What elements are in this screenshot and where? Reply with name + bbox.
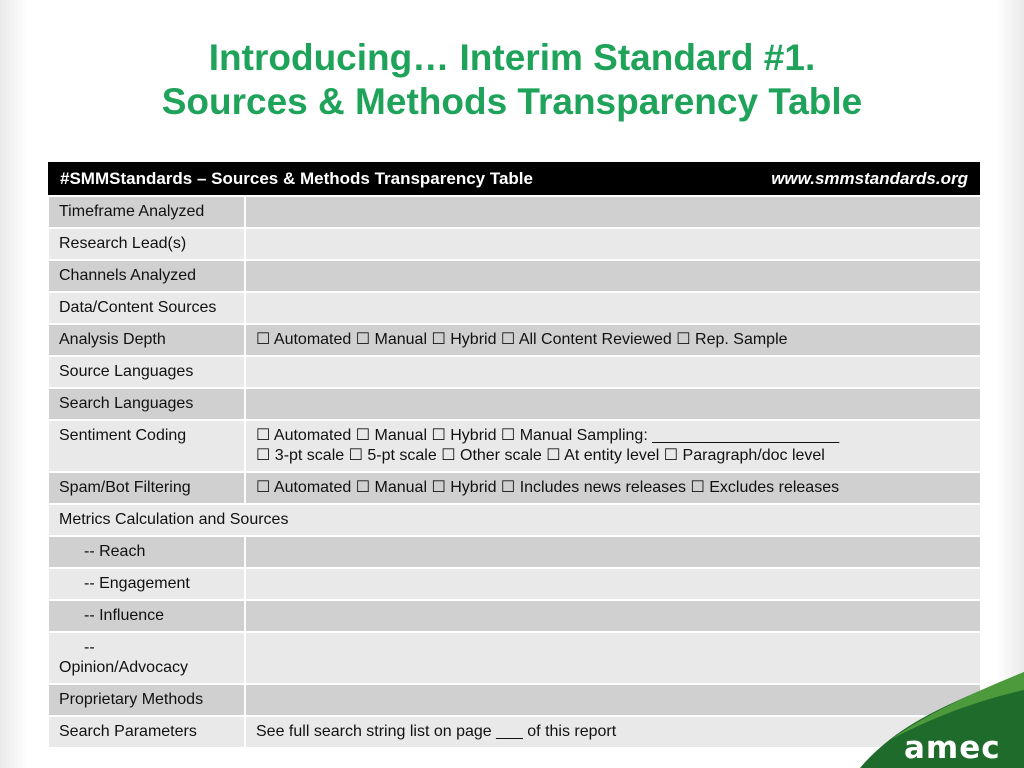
title-line-2: Sources & Methods Transparency Table <box>161 81 863 122</box>
row-label: Search Languages <box>48 388 245 420</box>
row-label: Research Lead(s) <box>48 228 245 260</box>
row-label: Analysis Depth <box>48 324 245 356</box>
row-label: -- Influence <box>48 600 245 632</box>
row-label: -- Engagement <box>48 568 245 600</box>
row-label: Sentiment Coding <box>48 420 245 472</box>
analysis-depth-options[interactable]: ☐ Automated ☐ Manual ☐ Hybrid ☐ All Content Reviewed ☐ Rep. Sample <box>256 331 788 348</box>
row-label: Source Languages <box>48 356 245 388</box>
row-label: Proprietary Methods <box>48 684 245 716</box>
spam-filtering-options[interactable]: ☐ Automated ☐ Manual ☐ Hybrid ☐ Includes news releases ☐ Excludes releases <box>256 479 840 496</box>
table-header-title: #SMMStandards – Sources & Methods Transparency Table <box>60 168 533 188</box>
title-line-1: Introducing… Interim Standard #1. <box>208 37 816 78</box>
row-label: Spam/Bot Filtering <box>48 472 245 504</box>
row-label: Search Parameters <box>48 716 245 747</box>
sentiment-coding-options-1[interactable]: ☐ Automated ☐ Manual ☐ Hybrid ☐ Manual Sampling: _____________________ <box>256 427 840 444</box>
search-parameters-note: See full search string list on page ___ of this report <box>256 723 617 740</box>
row-label: -- Reach <box>48 536 245 568</box>
row-label: Channels Analyzed <box>48 260 245 292</box>
row-label-line-2: Opinion/Advocacy <box>59 659 188 676</box>
row-label: Data/Content Sources <box>48 292 245 324</box>
amec-logo: amec <box>904 730 1001 766</box>
table-header-url: www.smmstandards.org <box>771 168 968 188</box>
row-label: Metrics Calculation and Sources <box>48 504 980 536</box>
row-label: Timeframe Analyzed <box>48 196 245 228</box>
sentiment-coding-options-2[interactable]: ☐ 3-pt scale ☐ 5-pt scale ☐ Other scale ☐ At entity level ☐ Paragraph/doc level <box>256 447 825 464</box>
row-label-line-1: -- <box>84 639 95 656</box>
